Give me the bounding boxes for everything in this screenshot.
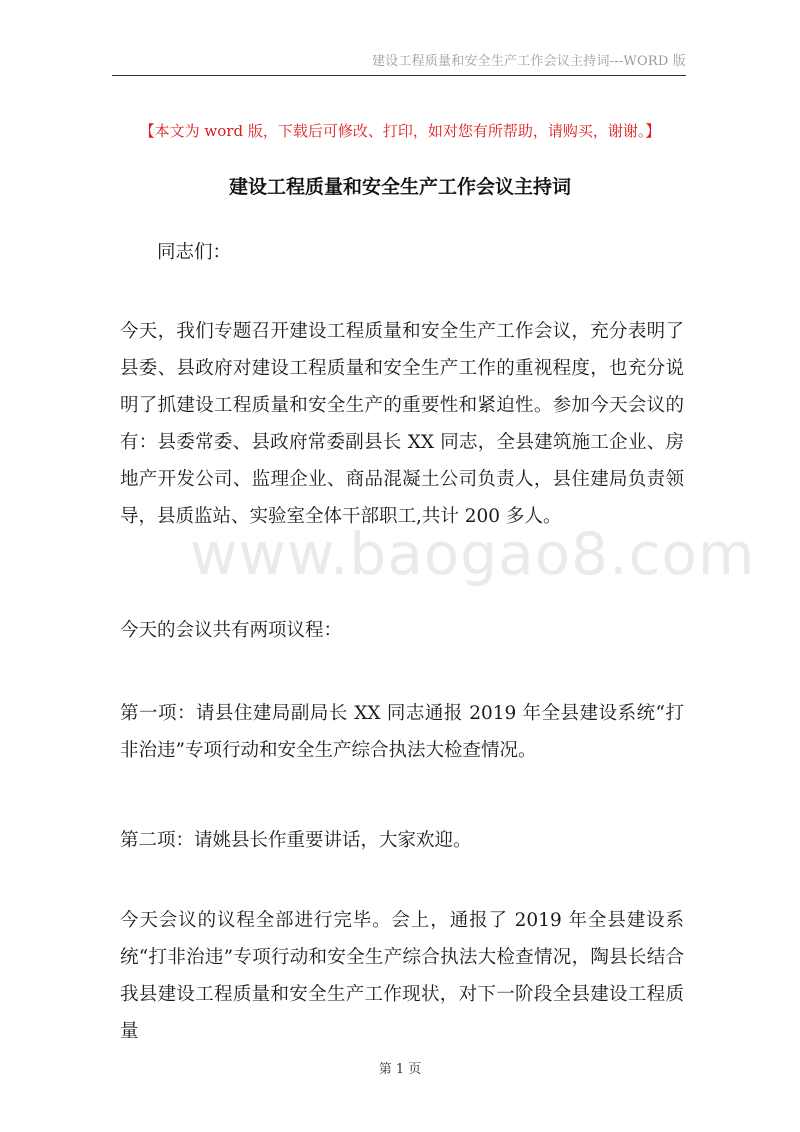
page-header: 建设工程质量和安全生产工作会议主持词---WORD 版	[372, 54, 686, 69]
purchase-notice: 【本文为 word 版，下载后可修改、打印，如对您有所帮助，请购买，谢谢。】	[139, 122, 661, 140]
opening-paragraph: 今天，我们专题召开建设工程质量和安全生产工作会议，充分表明了县委、县政府对建设工程质量和安全生产工作的重视程度，也充分说明了抓建设工程质量和安全生产的重要性和紧迫性。参加今天会议的有：县委常委、县政府常委副县长 XX 同志，全县建筑施工企业、房地产开发公司、监理企业、商品混凝土公司负责人，县住建局负责领导，县质监站、实验室全体干部职工,共计 200 多人。	[120, 321, 684, 527]
agenda-item-one-paragraph: 第一项：请县住建局副局长 XX 同志通报 2019 年全县建设系统“打非治违”专项行动和安全生产综合执法大检查情况。	[120, 703, 684, 761]
agenda-intro-paragraph: 今天的会议共有两项议程：	[120, 620, 343, 641]
header-divider	[112, 75, 686, 76]
document-title: 建设工程质量和安全生产工作会议主持词	[228, 176, 571, 198]
closing-paragraph: 今天会议的议程全部进行完毕。会上，通报了 2019 年全县建设系统“打非治违”专项行动和安全生产综合执法大检查情况，陶县长结合我县建设工程质量和安全生产工作现状，对下一阶段全县建设工程质量	[120, 910, 684, 1042]
watermark-text: www.baogao8.com	[190, 520, 756, 588]
greeting-paragraph: 同志们：	[157, 242, 232, 263]
agenda-item-two-paragraph: 第二项：请姚县长作重要讲话，大家欢迎。	[120, 830, 472, 851]
page-number: 第 1 页	[378, 1062, 422, 1077]
